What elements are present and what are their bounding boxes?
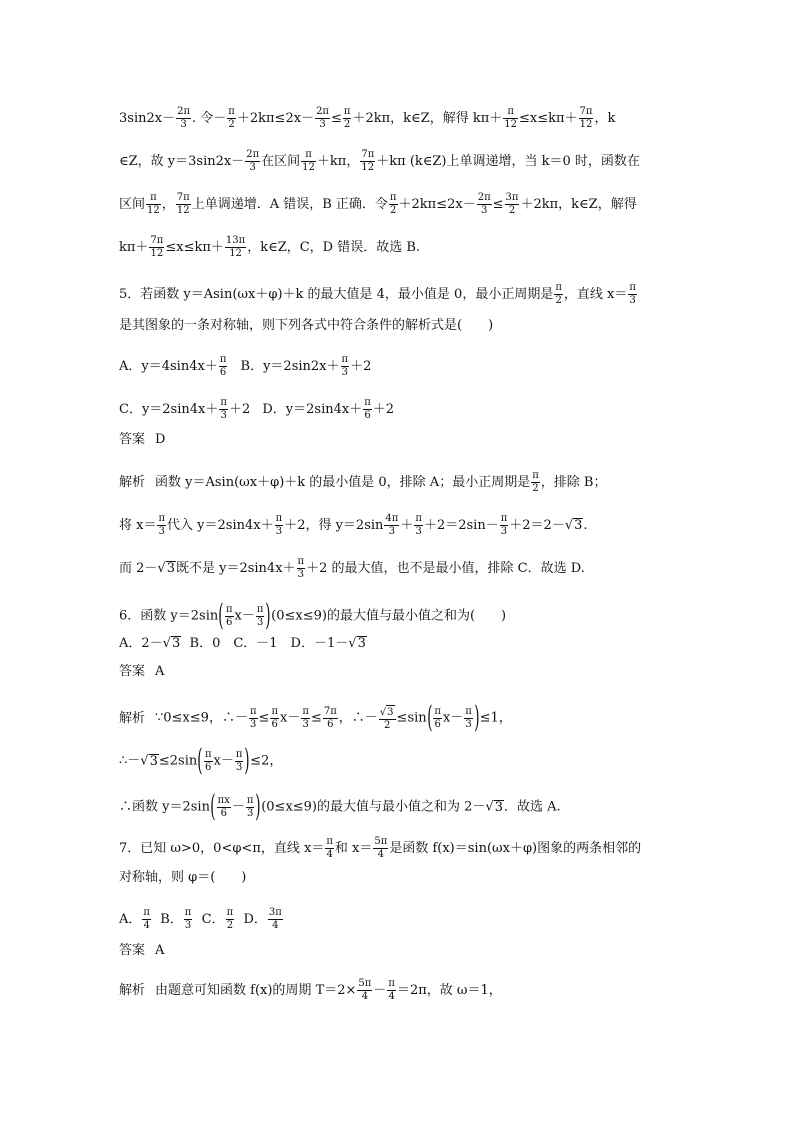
fraction: $\frac{\pi}{3}$ xyxy=(500,513,508,537)
option-c: C．y＝2sin4x＋ xyxy=(119,402,219,417)
text: ≤2sin xyxy=(158,753,198,769)
fraction: $\frac{\pi}{3}$ xyxy=(220,397,227,421)
text: ，直线 x＝ xyxy=(563,287,628,302)
text: 将 x＝ xyxy=(119,518,157,533)
text: 6．函数 y＝2sin xyxy=(119,608,219,624)
option-c: C． xyxy=(201,912,225,927)
radicand: 3 xyxy=(171,636,181,651)
fraction: $\frac{\pi}{2}$ xyxy=(226,907,234,931)
fraction: $\frac{3\pi}{2}$ xyxy=(505,192,519,216)
fraction: $\frac{\pi}{6}$ xyxy=(364,397,371,421)
answer-value: A xyxy=(155,943,165,958)
analysis-label: 解析 xyxy=(119,983,146,998)
fraction: $\frac{\pi}{3}$ xyxy=(235,748,243,773)
answer-value: A xyxy=(155,664,165,679)
text: ＋2 xyxy=(228,402,251,417)
text: ≤x≤kπ＋ xyxy=(165,240,224,255)
question-7-answer xyxy=(119,943,164,959)
text: . 令－ xyxy=(192,111,227,126)
text: kπ＋ xyxy=(119,240,149,255)
text: ≤x≤kπ＋ xyxy=(519,111,578,126)
fraction: $\frac{\pi}{3}$ xyxy=(158,513,166,537)
fraction: $\frac{7\pi}{12}$ xyxy=(176,192,190,216)
text: 上单调递增．A 错误，B 正确．令 xyxy=(191,197,388,212)
text: 5．若函数 y＝Asin(ωx＋φ)＋k 的最大值是 4，最小值是 0，最小正周期是 xyxy=(119,287,554,302)
answer-label: 答案 xyxy=(119,664,146,679)
fraction: $\frac{\pi}{6}$ xyxy=(271,705,279,730)
text: x－ xyxy=(442,710,464,726)
text: ，∴－ xyxy=(338,710,378,726)
text: ＋ xyxy=(400,518,414,533)
question-7-stem xyxy=(119,836,641,861)
fraction: $\frac{\pi}{3}$ xyxy=(275,513,283,537)
fraction: $\frac{\pi}{6}$ xyxy=(434,705,441,730)
text: ∈Z，故 y＝3sin2x－ xyxy=(119,154,245,169)
text: (0≤x≤9)的最大值与最小值之和为( ) xyxy=(271,608,507,624)
text: ＋2kπ，k∈Z，解得 kπ＋ xyxy=(352,111,503,126)
fraction: $\frac{2\pi}{3}$ xyxy=(316,106,329,130)
text: ≤sin xyxy=(396,710,427,726)
text: 区间 xyxy=(119,197,146,212)
text: B．0 C．－1 D．－1－ xyxy=(189,636,349,651)
fraction: $\frac{\pi}{6}$ xyxy=(204,748,212,773)
fraction: $\frac{\pi}{3}$ xyxy=(465,705,472,730)
text: 和 x＝ xyxy=(334,841,373,856)
text: ＋2 的最大值，也不是最小值，排除 C．故选 D. xyxy=(306,561,585,576)
question-7-stem-2: 对称轴，则 φ＝( ) xyxy=(119,870,247,885)
option-a: A．y＝4sin4x＋ xyxy=(119,359,218,374)
text: 代入 y＝2sin4x＋ xyxy=(167,518,274,533)
fraction: $\frac{7\pi}{12}$ xyxy=(579,106,593,130)
fraction: $\frac{\pi}{3}$ xyxy=(246,794,254,819)
fraction: $\frac{13\pi}{12}$ xyxy=(225,235,246,259)
option-d: D． xyxy=(243,912,267,927)
fraction: $\frac{\pi}{12}$ xyxy=(302,149,315,173)
fraction: $\frac{\pi x}{6}$ xyxy=(217,794,230,819)
analysis-label: 解析 xyxy=(119,475,146,490)
fraction: $\frac{\pi}{3}$ xyxy=(341,354,349,378)
text: ∴函数 y＝2sin xyxy=(119,799,210,815)
fraction: $\frac{2\pi}{3}$ xyxy=(246,149,260,173)
fraction: $\frac{\pi}{4}$ xyxy=(388,978,395,1002)
text: 既不是 y＝2sin4x＋ xyxy=(175,561,296,576)
fraction: $\frac{\pi}{3}$ xyxy=(302,705,309,730)
text: ≤ xyxy=(331,111,342,126)
text: ，k xyxy=(594,111,616,126)
fraction: $\frac{5\pi}{4}$ xyxy=(358,978,372,1002)
radicand: 3 xyxy=(574,518,583,533)
fraction: $\frac{\pi}{3}$ xyxy=(415,513,422,537)
text: ＋2kπ，k∈Z，解得 xyxy=(520,197,637,212)
question-5-answer xyxy=(119,432,165,448)
option-b: B． xyxy=(160,912,183,927)
text: 而 2－ xyxy=(119,561,158,576)
answer-value: D xyxy=(155,432,166,447)
text: ＋2 xyxy=(350,359,372,374)
answer-label: 答案 xyxy=(119,432,146,447)
text: ∵0≤x≤9，∴－ xyxy=(155,710,248,726)
text: ≤2， xyxy=(250,753,283,769)
fraction: $\frac{3\pi}{4}$ xyxy=(268,907,282,931)
text: A．2－ xyxy=(119,636,163,651)
text: 在区间 xyxy=(261,154,301,169)
question-5-analysis-3: 而 2－√3既不是 y＝2sin4x＋ $\frac{\pi}{3}$ ＋2 的最大值，也不是最小值，排除 C．故选 D. xyxy=(119,556,585,580)
fraction: $\frac{\pi}{6}$ xyxy=(225,603,233,628)
radicand: 3 xyxy=(357,636,366,651)
text: ＋2kπ≤2x－ xyxy=(236,111,315,126)
text: x－ xyxy=(213,753,234,769)
text: . xyxy=(583,518,588,533)
fraction: $\frac{7\pi}{6}$ xyxy=(323,705,337,730)
text: 函数 y＝Asin(ωx＋φ)＋k 的最小值是 0，排除 A；最小正周期是 xyxy=(155,475,531,490)
fraction: $\frac{\pi}{2}$ xyxy=(343,106,351,130)
text: ＋2kπ≤2x－ xyxy=(398,197,476,212)
text: ＋2＝2－ xyxy=(509,518,565,533)
radicand: 3 xyxy=(494,799,503,815)
question-6-analysis-2: ∴－√3≤2sin( $\frac{\pi}{6}$ x－ $\frac{\pi}{3}$ )≤2， xyxy=(119,743,283,778)
fraction: $\frac{4\pi}{3}$ xyxy=(385,513,399,537)
text: ，k∈Z，C，D 错误．故选 B. xyxy=(247,240,421,255)
question-6-analysis-1: 解析 ∵0≤x≤9，∴－ $\frac{\pi}{3}$ ≤ $\frac{\pi}{6}$ x－ $\frac{\pi}{3}$ ≤ $\frac{7\pi}{6}$ ，∴－ $\frac{√3}{2}$ ≤sin( $\frac{\pi}{6}$ x－ $\frac{\pi}{3}$ )≤1， xyxy=(119,700,512,735)
text: ＝2π，故 ω＝1， xyxy=(396,983,502,998)
solution-line-3 xyxy=(119,192,637,217)
text: ∴－ xyxy=(119,753,141,769)
analysis-label: 解析 xyxy=(119,710,146,726)
text: ＋2 xyxy=(372,402,395,417)
fraction: $\frac{\pi}{4}$ xyxy=(143,907,150,931)
fraction: $\frac{\pi}{3}$ xyxy=(249,705,257,730)
question-5-stem xyxy=(119,282,638,307)
question-5-analysis-1 xyxy=(119,470,606,495)
fraction: $\frac{\pi}{3}$ xyxy=(184,907,192,931)
question-5-stem-2: 是其图象的一条对称轴，则下列各式中符合条件的解析式是( ) xyxy=(119,318,494,333)
text: x－ xyxy=(234,608,255,624)
text: (0≤x≤9)的最大值与最小值之和为 2－ xyxy=(261,799,486,815)
text: x－ xyxy=(280,710,301,726)
fraction: $\frac{\pi}{2}$ xyxy=(389,192,397,216)
fraction: $\frac{5\pi}{4}$ xyxy=(374,836,388,860)
text: 是函数 f(x)＝sin(ωx＋φ)图象的两条相邻的 xyxy=(389,841,642,856)
solution-line-2 xyxy=(119,149,640,174)
text: ≤ xyxy=(310,710,322,726)
fraction: $\frac{\pi}{6}$ xyxy=(219,354,227,378)
question-7-analysis-1 xyxy=(119,978,502,1003)
text: 7．已知 ω>0，0<φ<π，直线 x＝ xyxy=(119,841,325,856)
solution-line-1 xyxy=(119,106,615,131)
fraction: $\frac{7\pi}{12}$ xyxy=(361,149,375,173)
text: ≤ xyxy=(258,710,270,726)
option-d: D．y＝2sin4x＋ xyxy=(262,402,363,417)
fraction: $\frac{\pi}{4}$ xyxy=(326,836,333,860)
text: ＋kπ (k∈Z)上单调递增，当 k＝0 时，函数在 xyxy=(376,154,640,169)
question-6-analysis-3: ∴函数 y＝2sin( $\frac{\pi x}{6}$ － $\frac{\pi}{3}$ )(0≤x≤9)的最大值与最小值之和为 2－√3．故选 A. xyxy=(119,789,561,824)
text: ，排除 B； xyxy=(540,475,607,490)
text: ≤1， xyxy=(479,710,512,726)
text: ＋kπ， xyxy=(316,154,360,169)
fraction: $\frac{\pi}{12}$ xyxy=(147,192,160,216)
question-6-stem: 6．函数 y＝2sin( $\frac{\pi}{6}$ x－ $\frac{\pi}{3}$ )(0≤x≤9)的最大值与最小值之和为( ) xyxy=(119,598,507,633)
question-5-options-cd xyxy=(119,397,394,422)
text: － xyxy=(373,983,387,998)
option-b: B．y＝2sin2x＋ xyxy=(240,359,340,374)
question-7-options xyxy=(119,907,284,932)
text: 由题意可知函数 f(x)的周期 T＝2× xyxy=(155,983,357,998)
text: ≤ xyxy=(492,197,504,212)
question-6-options: A．2－√3 B．0 C．－1 D．－1－√3 xyxy=(119,636,366,651)
fraction: $\frac{\pi}{3}$ xyxy=(256,603,264,628)
question-6-answer xyxy=(119,664,164,680)
text: 3sin2x－ xyxy=(119,111,176,126)
radicand: 3 xyxy=(149,753,158,769)
fraction: $\frac{\pi}{3}$ xyxy=(297,556,305,580)
text: － xyxy=(231,799,245,815)
text: ， xyxy=(161,197,175,212)
fraction: $\frac{\pi}{2}$ xyxy=(532,470,539,494)
fraction: $\frac{7\pi}{12}$ xyxy=(150,235,164,259)
text: ＋2，得 y＝2sin xyxy=(284,518,384,533)
text: ＋2＝2sin－ xyxy=(423,518,499,533)
fraction: $\frac{\pi}{2}$ xyxy=(228,106,235,130)
text: ．故选 A. xyxy=(504,799,561,815)
fraction: $\frac{\pi}{3}$ xyxy=(629,282,636,306)
solution-line-4 xyxy=(119,235,420,260)
fraction: $\frac{\pi}{12}$ xyxy=(504,106,517,130)
question-5-options-ab xyxy=(119,354,371,379)
fraction: $\frac{2\pi}{3}$ xyxy=(177,106,191,130)
fraction: $\frac{\pi}{2}$ xyxy=(555,282,562,306)
fraction: $\frac{√3}{2}$ xyxy=(379,706,394,731)
fraction: $\frac{2\pi}{3}$ xyxy=(477,192,491,216)
option-a: A． xyxy=(119,912,142,927)
question-5-analysis-2: 将 x＝ $\frac{\pi}{3}$ 代入 y＝2sin4x＋ $\frac{\pi}{3}$ ＋2，得 y＝2sin $\frac{4\pi}{3}$ ＋ $\frac{\pi}{3}$ ＋2＝2sin－ $\frac{\pi}{3}$ ＋2＝2－√3. xyxy=(119,513,588,537)
answer-label: 答案 xyxy=(119,943,146,958)
radicand: 3 xyxy=(166,561,175,576)
